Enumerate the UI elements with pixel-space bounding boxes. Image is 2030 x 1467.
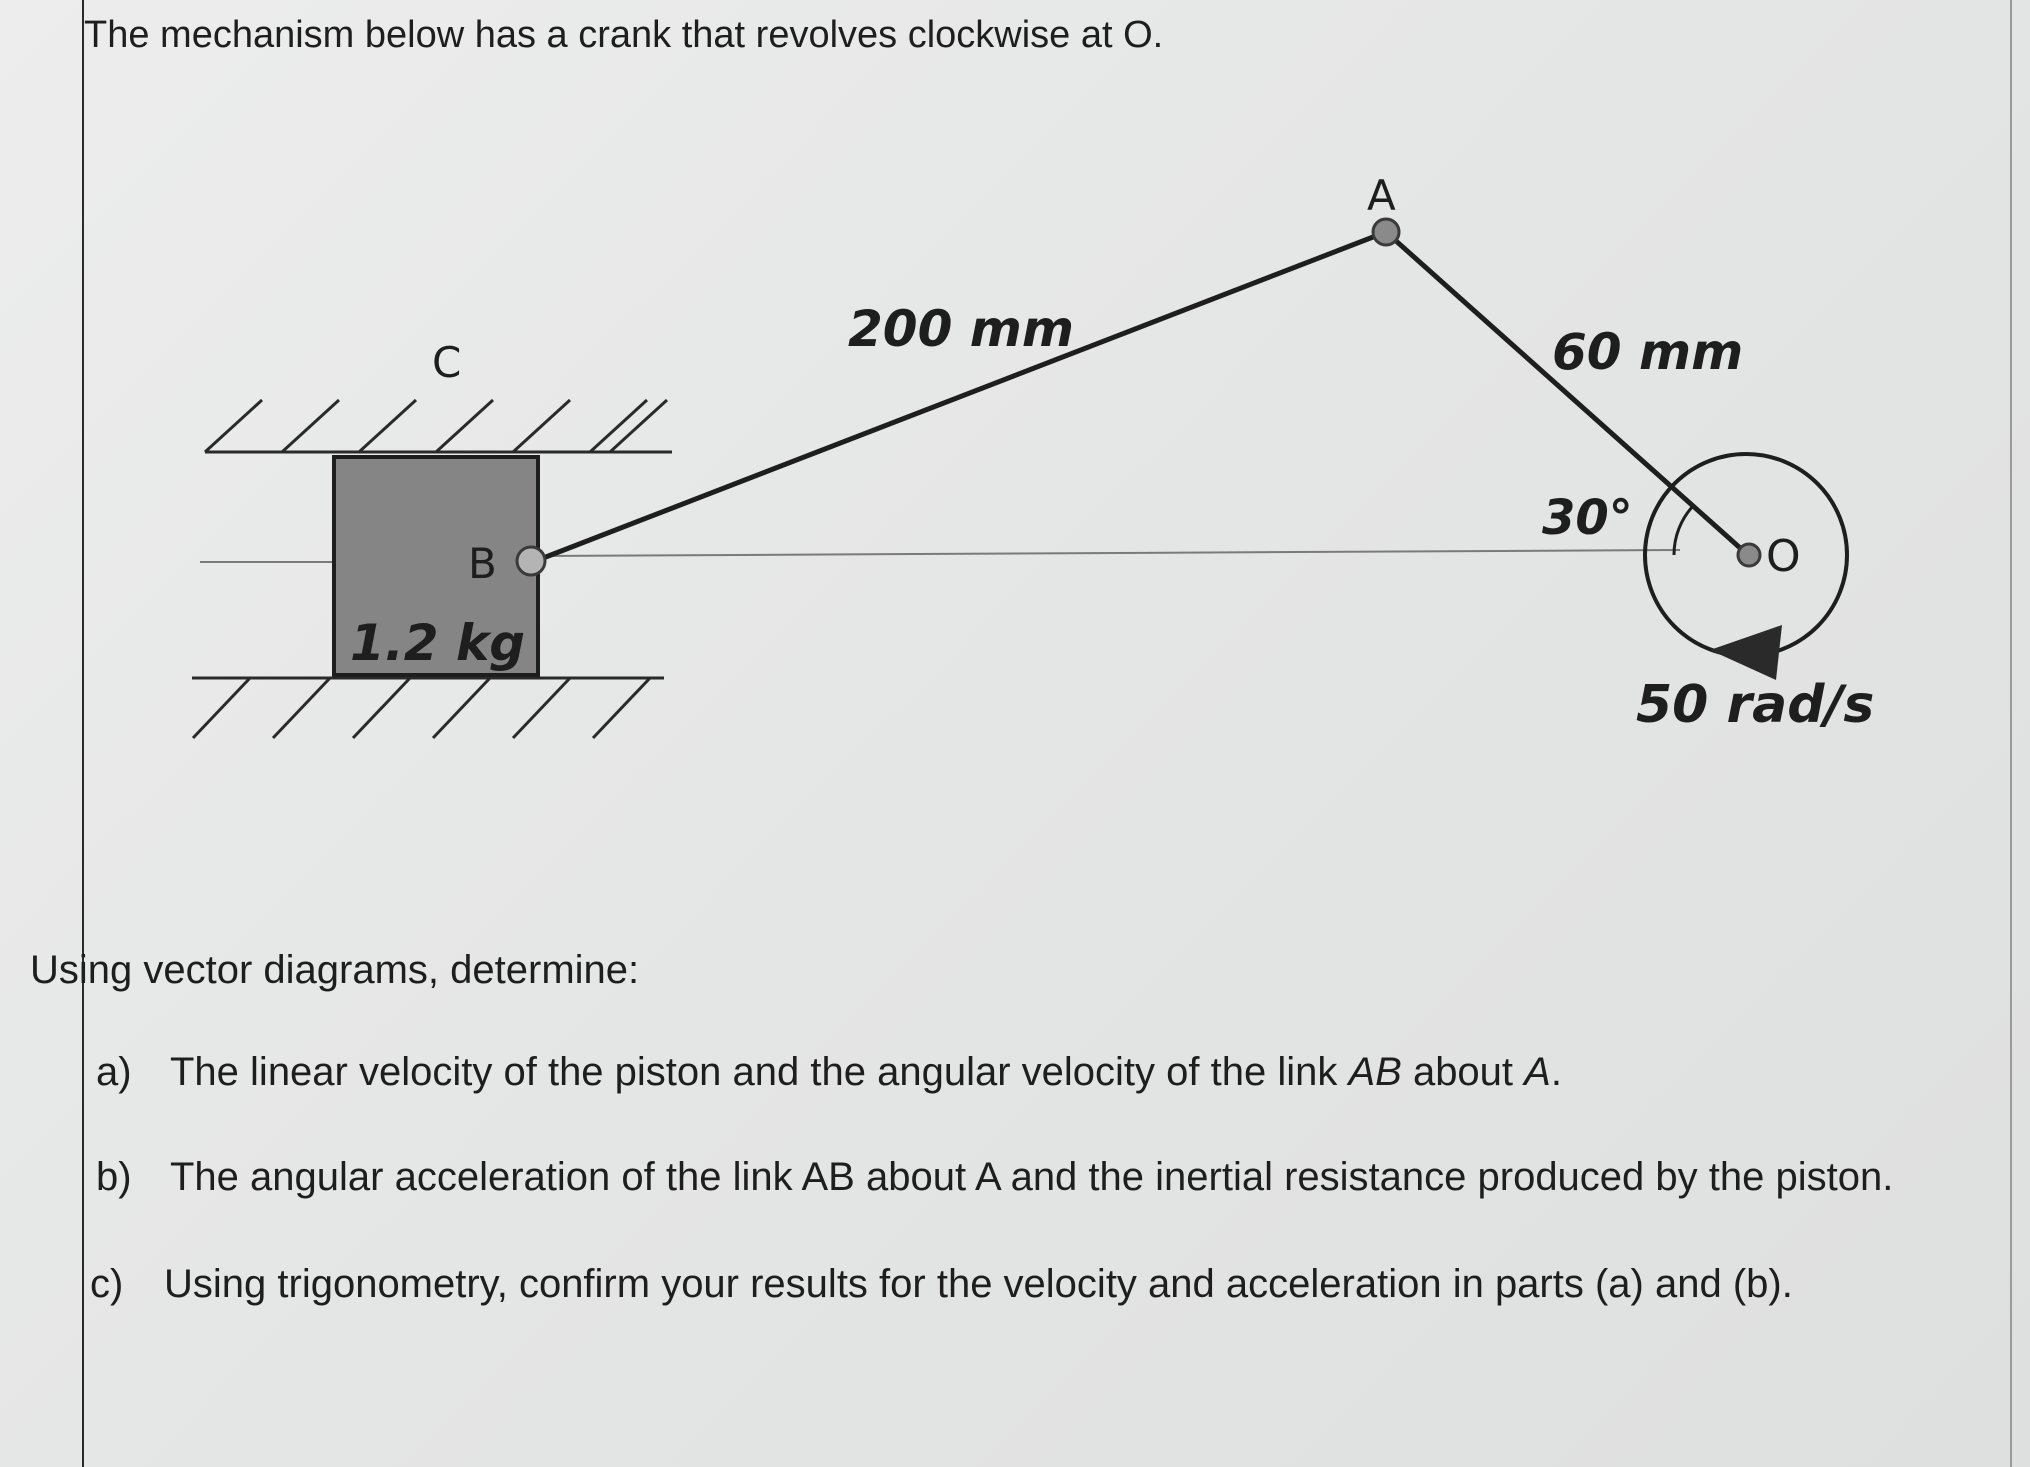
- pin-a-icon: [1373, 219, 1399, 245]
- question-a: [96, 1050, 1562, 1095]
- pin-b-icon: [517, 547, 545, 575]
- bottom-guide-wall: [192, 678, 664, 738]
- angular-speed-label: 50 rad/s: [1636, 675, 1875, 735]
- rotation-arrow-icon: [1710, 625, 1782, 680]
- label-c: C: [432, 338, 462, 387]
- question-text: Using trigonometry, confirm your results for the velocity and acceleration in parts (a) and (b).: [164, 1262, 1793, 1306]
- question-letter: b): [96, 1155, 132, 1199]
- question-text: about: [1401, 1050, 1525, 1094]
- label-a: A: [1367, 171, 1396, 220]
- question-text: The linear velocity of the piston and the angular velocity of the link: [170, 1050, 1349, 1094]
- question-b: [96, 1155, 1893, 1200]
- question-text: The angular acceleration of the link AB about A and the inertial resistance produced by the piston.: [170, 1155, 1894, 1199]
- question-letter: c): [90, 1262, 124, 1306]
- question-c: [90, 1262, 1793, 1307]
- piston-mass-label: 1.2 kg: [350, 614, 526, 672]
- question-italic-term: A: [1524, 1050, 1551, 1094]
- problem-intro: The mechanism below has a crank that revolves clockwise at O.: [84, 14, 1164, 56]
- label-b: B: [468, 539, 497, 588]
- crank-angle-label: 30°: [1542, 490, 1633, 546]
- link-ab-length-label: 200 mm: [848, 300, 1074, 358]
- question-letter: a): [96, 1050, 132, 1094]
- instruction-text: Using vector diagrams, determine:: [30, 948, 640, 992]
- top-guide-wall: [205, 400, 672, 452]
- angle-arc: [1674, 506, 1693, 555]
- crank-length-label: 60 mm: [1552, 323, 1744, 381]
- question-text: .: [1550, 1050, 1562, 1094]
- question-italic-term: AB: [1348, 1050, 1402, 1094]
- connecting-rod-ab: [538, 232, 1386, 560]
- pin-o-icon: [1738, 544, 1760, 566]
- label-o: O: [1766, 531, 1801, 582]
